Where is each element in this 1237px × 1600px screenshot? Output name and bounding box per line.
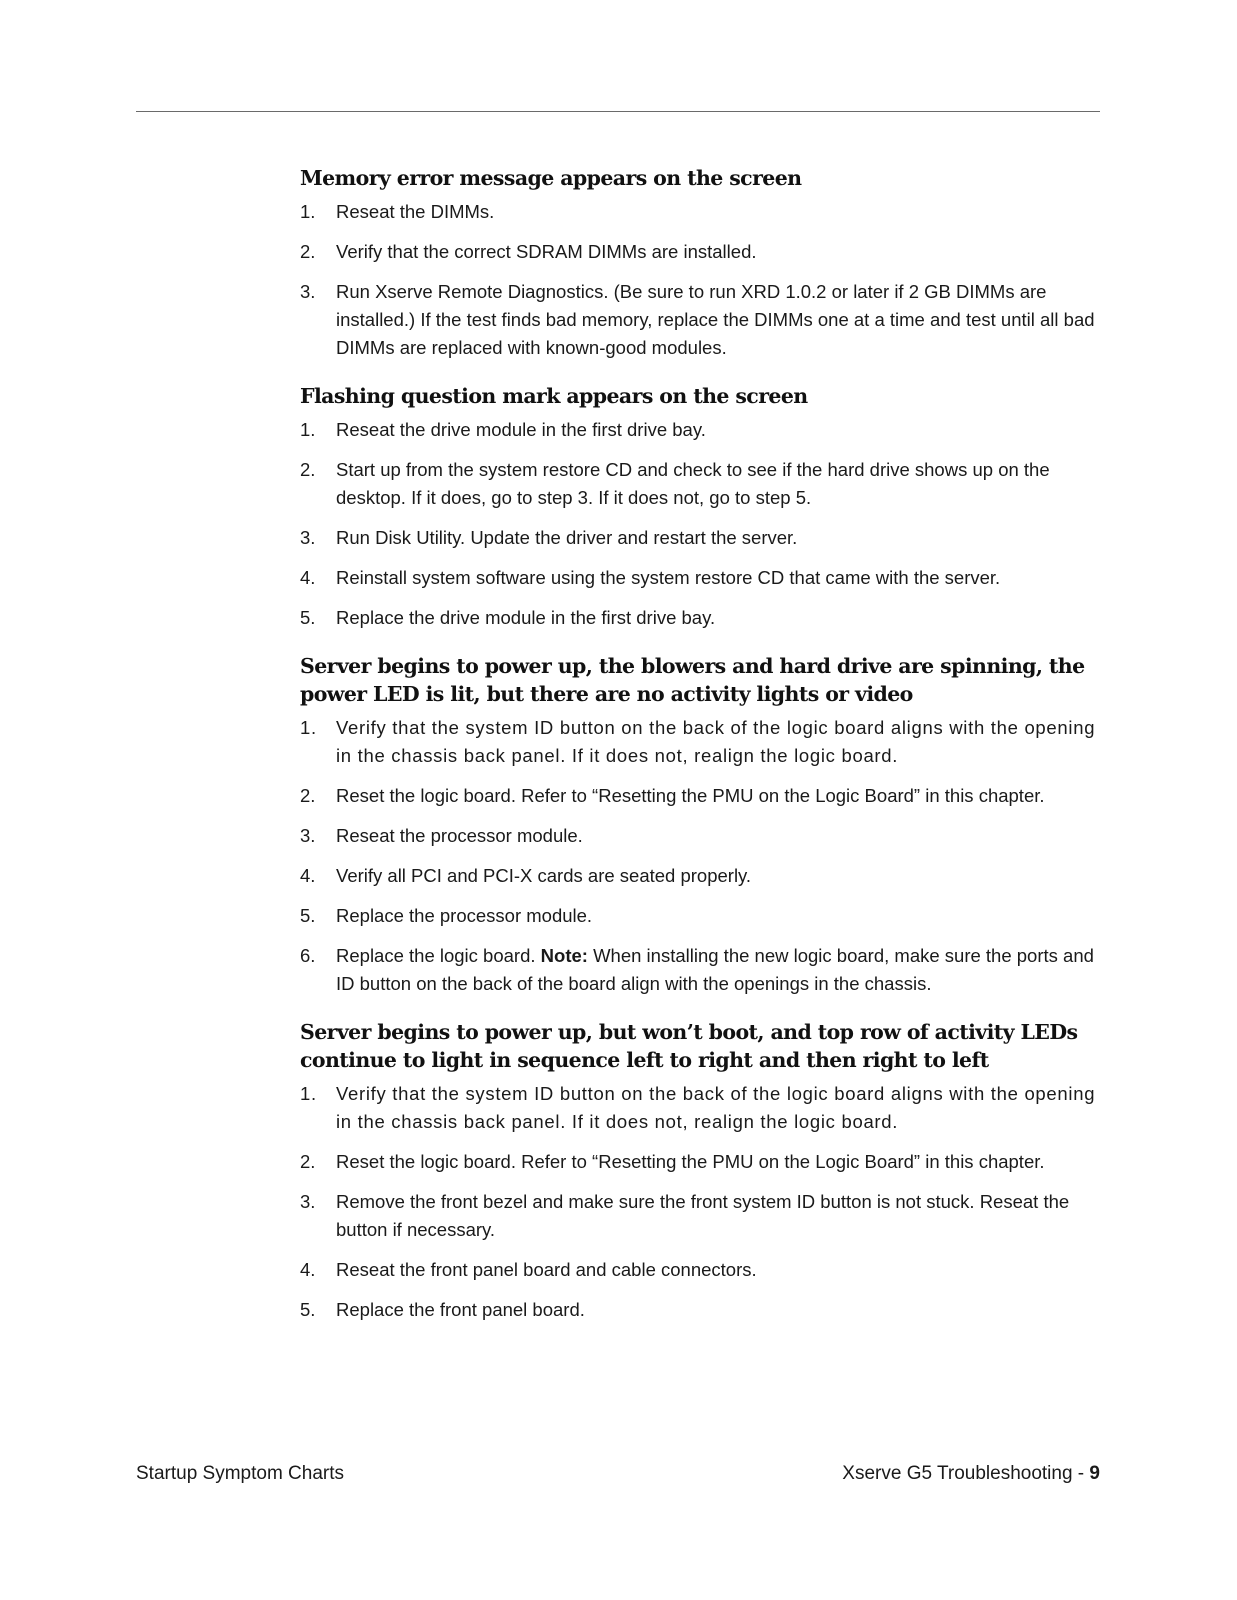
step-number: 4.	[300, 865, 316, 886]
steps-list	[300, 714, 1100, 998]
list-item	[300, 238, 1100, 266]
step-number: 3.	[300, 1191, 316, 1212]
step-text: Reseat the DIMMs.	[336, 201, 495, 222]
step-number: 5.	[300, 905, 316, 926]
list-item	[300, 1296, 1100, 1324]
section-heading: Memory error message appears on the screen	[300, 166, 802, 190]
step-number: 1.	[300, 419, 316, 440]
list-item	[300, 714, 1100, 770]
step-text: Verify that the correct SDRAM DIMMs are installed.	[336, 241, 757, 262]
list-item	[300, 902, 1100, 930]
list-item	[300, 456, 1100, 512]
list-item	[300, 416, 1100, 444]
list-item	[300, 198, 1100, 226]
step-number: 5.	[300, 607, 316, 628]
list-item	[300, 278, 1100, 362]
step-text: Start up from the system restore CD and check to see if the hard drive shows up on the desktop. If it does, go to step 3. If it does not, go to step 5.	[336, 459, 1050, 508]
note-label: Note:	[540, 945, 588, 966]
step-number: 1.	[300, 1083, 317, 1104]
list-item	[300, 862, 1100, 890]
list-item	[300, 822, 1100, 850]
header-rule	[136, 111, 1100, 112]
section-heading: Server begins to power up, but won’t boot, and top row of activity LEDs continue to light in sequence left to right and then right to left	[300, 1020, 1078, 1072]
section-no-activity-lights	[300, 652, 1100, 998]
step-number: 6.	[300, 945, 316, 966]
step-text: Run Xserve Remote Diagnostics. (Be sure to run XRD 1.0.2 or later if 2 GB DIMMs are installed.) If the test finds bad memory, replace the DIMMs one at a time and test until all bad DIMMs are replaced with known-good modules.	[336, 281, 1095, 358]
step-text: Replace the processor module.	[336, 905, 593, 926]
note-text: When installing the new logic board, make sure the ports and ID button on the back of the board align with the openings in the chassis.	[336, 945, 1094, 994]
step-text: Remove the front bezel and make sure the front system ID button is not stuck. Reseat the button if necessary.	[336, 1191, 1070, 1240]
section-heading: Server begins to power up, the blowers and hard drive are spinning, the power LED is lit, but there are no activity lights or video	[300, 654, 1085, 706]
step-text: Replace the front panel board.	[336, 1299, 585, 1320]
step-number: 2.	[300, 785, 316, 806]
step-text: Reinstall system software using the system restore CD that came with the server.	[336, 567, 1001, 588]
steps-list	[300, 198, 1100, 362]
step-number: 3.	[300, 281, 316, 302]
step-text: Verify that the system ID button on the back of the logic board aligns with the opening in the chassis back panel. If it does not, realign the logic board.	[336, 1083, 1096, 1132]
step-number: 3.	[300, 527, 316, 548]
list-item	[300, 604, 1100, 632]
step-text: Reset the logic board. Refer to “Resetting the PMU on the Logic Board” in this chapter.	[336, 1151, 1045, 1172]
footer-doc-title: Xserve G5 Troubleshooting -	[842, 1463, 1090, 1484]
step-number: 2.	[300, 1151, 316, 1172]
list-item	[300, 564, 1100, 592]
step-number: 1.	[300, 717, 317, 738]
section-activity-leds-sequence	[300, 1018, 1100, 1324]
step-text: Reseat the drive module in the first drive bay.	[336, 419, 706, 440]
step-text: Replace the drive module in the first drive bay.	[336, 607, 716, 628]
step-number: 5.	[300, 1299, 316, 1320]
step-text: Reseat the front panel board and cable connectors.	[336, 1259, 757, 1280]
list-item	[300, 1080, 1100, 1136]
list-item	[300, 942, 1100, 998]
step-number: 3.	[300, 825, 316, 846]
page-content	[300, 164, 1100, 1324]
list-item	[300, 1148, 1100, 1176]
step-number: 1.	[300, 201, 316, 222]
step-text: Run Disk Utility. Update the driver and restart the server.	[336, 527, 798, 548]
step-number: 4.	[300, 1259, 316, 1280]
list-item	[300, 1256, 1100, 1284]
steps-list	[300, 1080, 1100, 1324]
step-number: 2.	[300, 241, 316, 262]
list-item	[300, 524, 1100, 552]
section-heading: Flashing question mark appears on the screen	[300, 384, 808, 408]
steps-list	[300, 416, 1100, 632]
step-number: 2.	[300, 459, 316, 480]
footer-chapter-title: Startup Symptom Charts	[136, 1463, 345, 1484]
page-number: 9	[1089, 1463, 1100, 1484]
section-memory-error	[300, 164, 1100, 362]
step-text: Verify all PCI and PCI-X cards are seated properly.	[336, 865, 752, 886]
step-text: Reseat the processor module.	[336, 825, 583, 846]
step-text: Verify that the system ID button on the back of the logic board aligns with the opening in the chassis back panel. If it does not, realign the logic board.	[336, 717, 1096, 766]
step-text: Replace the logic board.	[336, 945, 536, 966]
footer-page-label	[842, 1462, 1100, 1486]
list-item	[300, 782, 1100, 810]
step-text: Reset the logic board. Refer to “Resetting the PMU on the Logic Board” in this chapter.	[336, 785, 1045, 806]
list-item	[300, 1188, 1100, 1244]
section-flashing-question-mark	[300, 382, 1100, 632]
step-number: 4.	[300, 567, 316, 588]
